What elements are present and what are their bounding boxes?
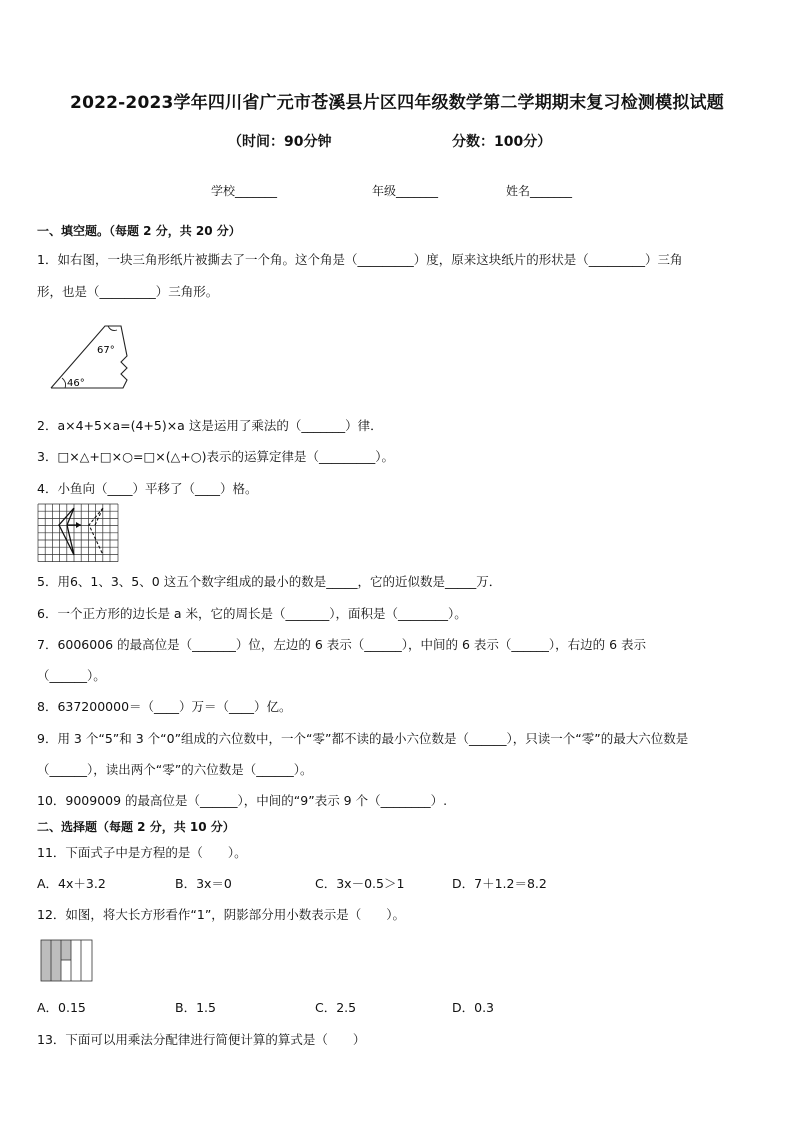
- school-field: 学校_______: [211, 184, 278, 198]
- q11-option-d: D．7＋1.2＝8.2: [452, 876, 547, 891]
- question-6: 6．一个正方形的边长是 a 米，它的周长是（_______），面积是（________）。: [37, 606, 467, 621]
- question-7-line-1: 7．6006006 的最高位是（_______）位，左边的 6 表示（______），中间的 6 表示（______），右边的 6 表示: [37, 637, 647, 652]
- question-8: 8．637200000＝（____）万＝（____）亿。: [37, 699, 292, 714]
- q12-option-a: A．0.15: [37, 1000, 86, 1015]
- question-13: 13．下面可以用乘法分配律进行简便计算的算式是（ ）: [37, 1032, 366, 1047]
- page-title: 2022-2023学年四川省广元市苍溪县片区四年级数学第二学期期末复习检测模拟试题: [70, 93, 724, 113]
- question-10: 10．9009009 的最高位是（______），中间的“9”表示 9 个（________）.: [37, 793, 448, 808]
- question-12: 12．如图，将大长方形看作“1”，阴影部分用小数表示是（ ）。: [37, 907, 406, 922]
- section-1-title: 一、填空题。（每题 2 分，共 20 分）: [37, 224, 241, 238]
- exam-score: 分数：100分）: [452, 134, 552, 150]
- question-4: 4．小鱼向（____）平移了（____）格。: [37, 481, 258, 496]
- question-9-line-2: （______），读出两个“零”的六位数是（______）。: [37, 762, 313, 777]
- question-9-line-1: 9．用 3 个“5”和 3 个“0”组成的六位数中，一个“零”都不读的最小六位数是（______），只读一个“零”的最大六位数是: [37, 731, 689, 746]
- q11-option-c: C．3x－0.5＞1: [315, 876, 405, 891]
- angle-67-label: 67°: [97, 345, 115, 356]
- grade-field: 年级_______: [372, 184, 439, 198]
- angle-46-label: 46°: [67, 378, 85, 389]
- q12-option-c: C．2.5: [315, 1000, 357, 1015]
- question-11: 11．下面式子中是方程的是（ ）。: [37, 845, 247, 860]
- question-2: 2．a×4+5×a=(4+5)×a 这是运用了乘法的（_______）律．: [37, 418, 383, 433]
- torn-triangle-figure: [45, 318, 135, 393]
- fish-grid-figure: [37, 503, 119, 563]
- shaded-rectangle-figure: [40, 939, 94, 983]
- name-field: 姓名_______: [506, 184, 573, 198]
- section-2-title: 二、选择题（每题 2 分，共 10 分）: [37, 820, 235, 834]
- question-1-line-1: 1．如右图，一块三角形纸片被撕去了一个角。这个角是（_________）度，原来这块纸片的形状是（_________）三角: [37, 252, 683, 267]
- q11-option-b: B．3x＝0: [175, 876, 232, 891]
- question-3: 3．□×△+□×○=□×(△+○)表示的运算定律是（_________）。: [37, 449, 395, 464]
- question-5: 5．用6、1、3、5、0 这五个数字组成的最小的数是_____，它的近似数是_____万．: [37, 574, 502, 589]
- q12-option-b: B．1.5: [175, 1000, 216, 1015]
- exam-time: （时间：90分钟: [228, 134, 332, 150]
- q11-option-a: A．4x＋3.2: [37, 876, 106, 891]
- q12-option-d: D．0.3: [452, 1000, 495, 1015]
- question-7-line-2: （______）。: [37, 668, 106, 683]
- question-1-line-2: 形，也是（_________）三角形。: [37, 284, 219, 299]
